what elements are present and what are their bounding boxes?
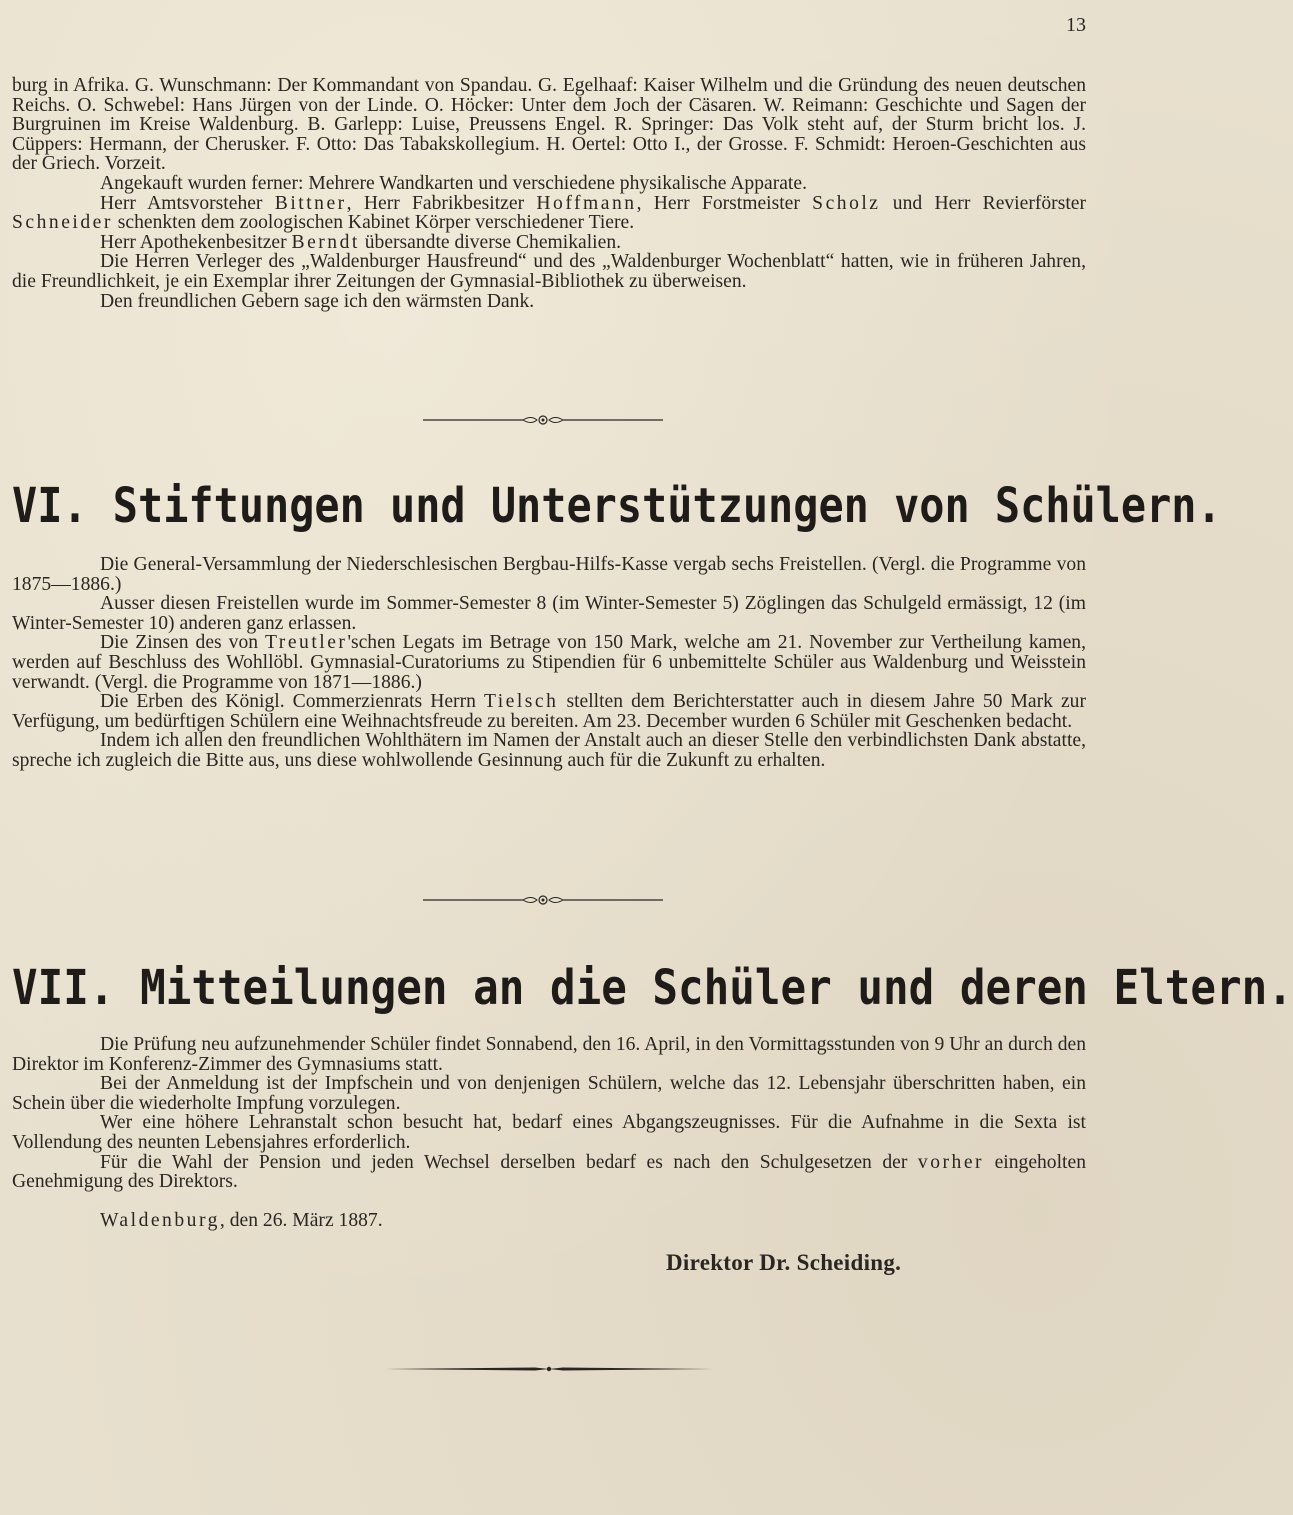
paragraph: Die Prüfung neu aufzunehmender Schüler findet Sonnabend, den 16. April, in den Vormittagsstunden von 9 Uhr an durch den Direktor im Konferenz-Zimmer des Gymnasiums statt. — [12, 1034, 1086, 1075]
paragraph: Herr Apothekenbesitzer Berndt übersandte diverse Chemikalien. — [100, 231, 622, 253]
paragraph: Die Herren Verleger des „Waldenburger Hausfreund“ und des „Waldenburger Wochenblatt“ hatten, wie in früheren Jahren, die Freundlichkeit, je ein Exemplar ihrer Zeitungen der Gymnasial-Bibliothek zu überweisen. — [12, 251, 1086, 292]
paragraph: burg in Afrika. G. Wunschmann: Der Kommandant von Spandau. G. Egelhaaf: Kaiser Wilhelm und die Gründung des neuen deutschen Reichs. O. Schwebel: Hans Jürgen von der Linde. O. Höcker: Unter dem Joch der Cäsaren. W. Reimann: Geschichte und Sagen der Burgruinen im Kreise Waldenburg. B. Garlepp: Luise, Preussens Engel. R. Springer: Das Volk steht auf, der Sturm bricht los. J. Cüppers: Hermann, der Cherusker. F. Otto: Das Tabakskollegium. H. Oertel: Otto I., der Grosse. F. Schmidt: Heroen-Geschichten aus der Griech. Vorzeit. — [12, 75, 1086, 175]
spaced-name: Scholz — [812, 192, 881, 214]
paragraph: Die Zinsen des von Treutler'schen Legats im Betrage von 150 Mark, welche am 21. November zur Vertheilung kamen, werden auf Beschluss des Wohllöbl. Gymnasial-Curatoriums zu Stipendien für 6 unbemittelte Schüler aus Waldenburg und Weisstein verwandt. (Vergl. die Programme von 1871—1886.) — [12, 632, 1086, 693]
paragraph: Wer eine höhere Lehranstalt schon besucht hat, bedarf eines Abgangszeugnisses. Für die Aufnahme in die Sexta ist Vollendung des neunten Lebensjahres erforderlich. — [12, 1112, 1086, 1153]
section-heading-vii: VII. Mitteilungen an die Schüler und deren Eltern. — [12, 958, 1293, 1016]
signature-line: Direktor Dr. Scheiding. — [666, 1250, 902, 1275]
spaced-name: Berndt — [291, 231, 360, 253]
place-name: Waldenburg — [100, 1210, 220, 1231]
spaced-name: Tielsch — [483, 691, 559, 713]
page-number: 13 — [1066, 14, 1086, 36]
paragraph: Den freundlichen Gebern sage ich den wärmsten Dank. — [100, 290, 535, 312]
paragraph: Ausser diesen Freistellen wurde im Sommer-Semester 8 (im Winter-Semester 5) Zöglingen das Schulgeld ermässigt, 12 (im Winter-Semester 10) anderen ganz erlassen. — [12, 593, 1086, 634]
paragraph: Die General-Versammlung der Niederschlesischen Bergbau-Hilfs-Kasse vergab sechs Freistellen. (Vergl. die Programme von 1875—1886.) — [12, 554, 1086, 595]
intro-text — [12, 76, 1086, 311]
spaced-name: Bittner — [274, 192, 347, 214]
section-heading-vi: VI. Stiftungen und Unterstützungen von Schülern. — [12, 476, 1222, 534]
date-text: , den 26. März 1887. — [219, 1210, 383, 1231]
paragraph: Die Erben des Königl. Commerzienrats Herrn Tielsch stellten dem Berichterstatter auch in diesem Jahre 50 Mark zur Verfügung, um bedürftigen Schülern eine Weihnachtsfreude zu bereiten. Am 23. December wurden 6 Schüler mit Geschenken bedacht. — [12, 691, 1086, 732]
end-rule-divider — [385, 1362, 713, 1376]
paragraph: Bei der Anmeldung ist der Impfschein und von denjenigen Schülern, welche das 12. Lebensjahr überschritten haben, ein Schein über die wiederholte Impfung vorzulegen. — [12, 1073, 1086, 1114]
spaced-name: Treutler — [265, 632, 348, 654]
section-vi-text — [12, 555, 1086, 771]
spaced-name: Schneider — [12, 212, 113, 234]
spaced-word: vorher — [917, 1151, 985, 1173]
place-date-line — [100, 1210, 383, 1232]
spaced-name: Hoffmann — [536, 192, 637, 214]
paragraph: Angekauft wurden ferner: Mehrere Wandkarten und verschiedene physikalische Apparate. — [100, 172, 807, 194]
paragraph: Indem ich allen den freundlichen Wohlthätern im Namen der Anstalt auch an dieser Stelle den verbindlichsten Dank abstatte, spreche ich zugleich die Bitte aus, uns diese wohlwollende Gesinnung auch für die Zukunft zu erhalten. — [12, 730, 1086, 771]
ornament-divider — [423, 893, 663, 907]
paragraph: Herr Amtsvorsteher Bittner, Herr Fabrikbesitzer Hoffmann, Herr Forstmeister Scholz und Herr Revierförster Schneider schenkten dem zoologischen Kabinet Körper verschiedener Tiere. — [12, 192, 1086, 234]
section-vii-text — [12, 1035, 1086, 1192]
paragraph: Für die Wahl der Pension und jeden Wechsel derselben bedarf es nach den Schulgesetzen der vorher eingeholten Genehmigung des Direktors. — [12, 1151, 1086, 1193]
ornament-divider — [423, 413, 663, 427]
